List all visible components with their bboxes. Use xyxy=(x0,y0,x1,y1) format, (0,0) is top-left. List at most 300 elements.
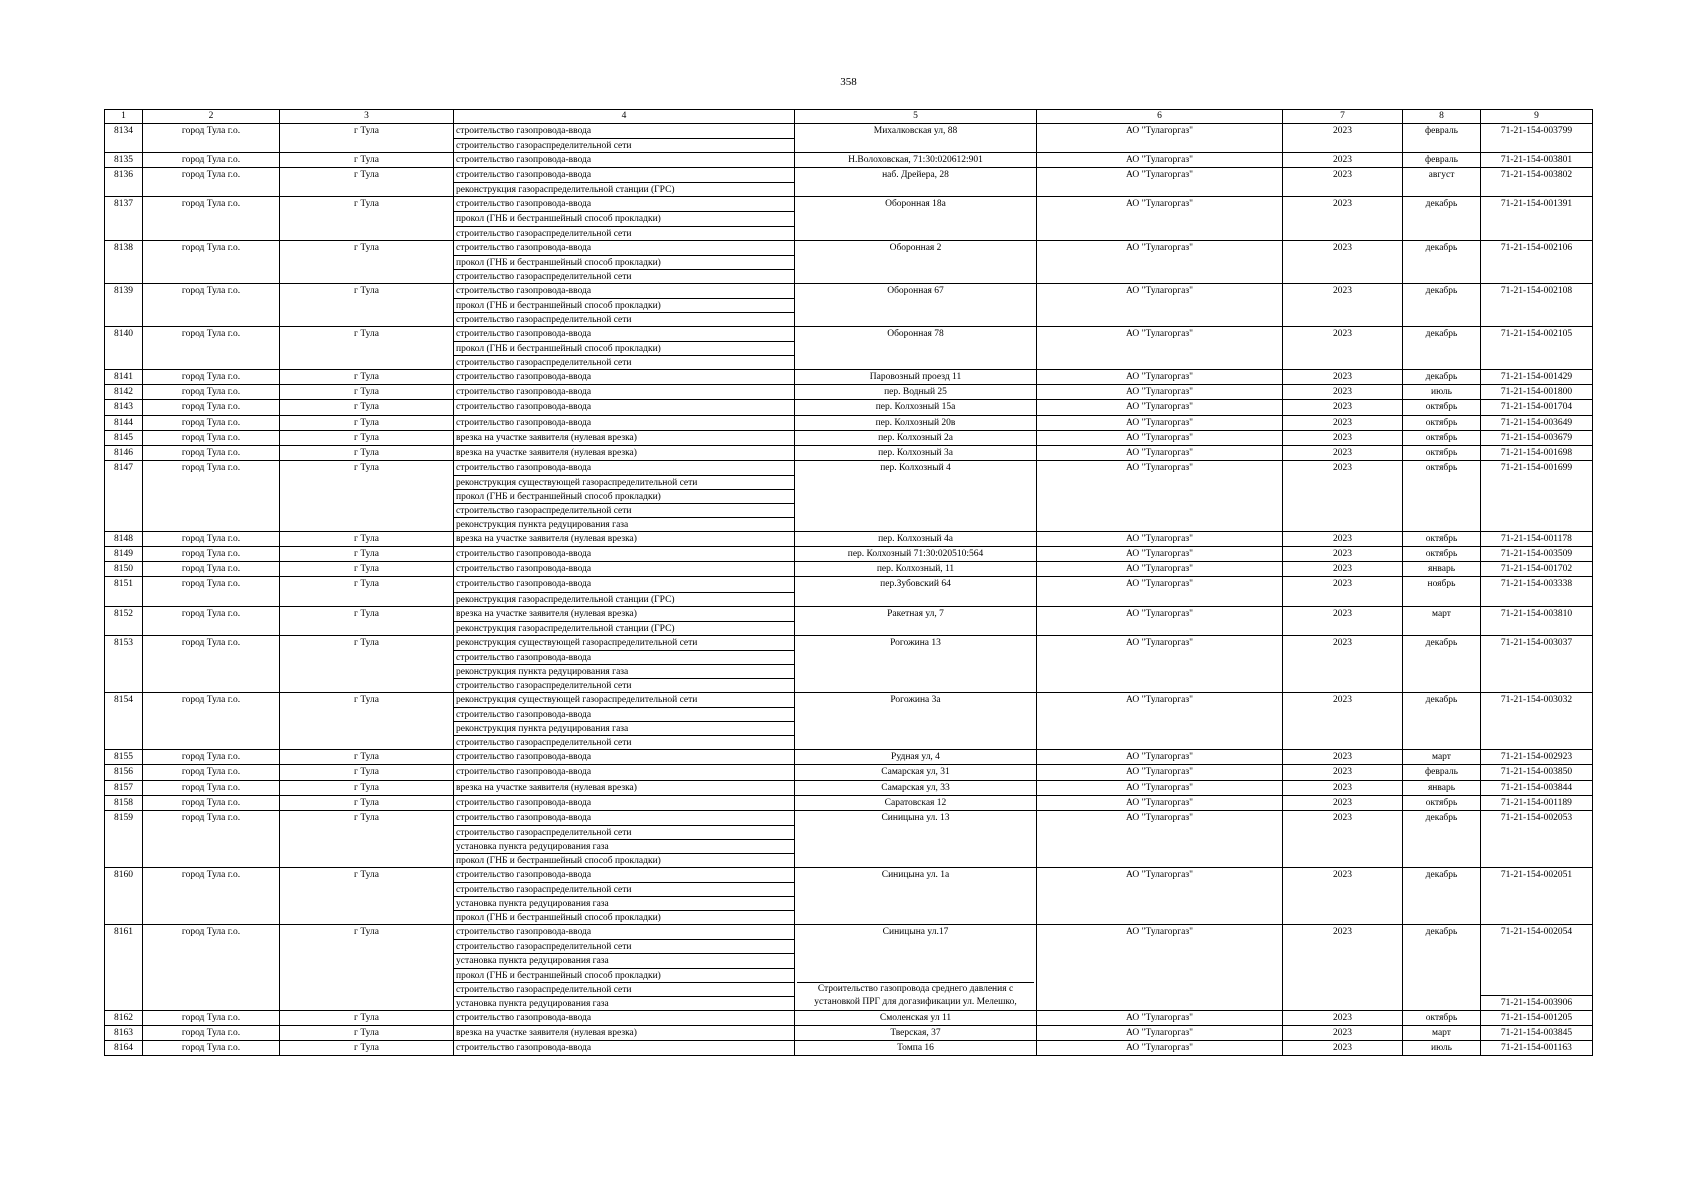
locality-cell: г Тула xyxy=(280,1040,454,1055)
code-text: 71-21-154-002051 xyxy=(1500,869,1573,880)
works-cell xyxy=(454,547,795,562)
code-text: 71-21-154-001704 xyxy=(1500,402,1573,413)
works-cell xyxy=(454,750,795,765)
row-number: 8138 xyxy=(105,240,143,283)
header-cell: 3 xyxy=(280,110,454,124)
locality-cell: г Тула xyxy=(280,197,454,240)
year-cell: 2023 xyxy=(1283,867,1403,924)
work-item: строительство газораспределительной сети xyxy=(454,678,794,692)
address-cell xyxy=(795,562,1037,577)
code-text: 71-21-154-003845 xyxy=(1500,1027,1573,1038)
municipality-cell: город Тула г.о. xyxy=(143,867,280,924)
work-item: прокол (ГНБ и бестраншейный способ прокладки) xyxy=(454,853,794,867)
code-cell xyxy=(1481,415,1593,430)
works-cell xyxy=(454,577,795,606)
locality-cell: г Тула xyxy=(280,240,454,283)
row-number: 8160 xyxy=(105,867,143,924)
address-text: Саратовская 12 xyxy=(884,797,947,808)
municipality-cell: город Тула г.о. xyxy=(143,577,280,606)
row-number: 8157 xyxy=(105,780,143,795)
work-item: строительство газопровода-ввода xyxy=(456,767,592,778)
work-item: реконструкция пункта редуцирования газа xyxy=(454,517,794,531)
locality-cell: г Тула xyxy=(280,635,454,692)
municipality-cell: город Тула г.о. xyxy=(143,400,280,415)
code-text: 71-21-154-003037 xyxy=(1500,637,1573,648)
row-number: 8134 xyxy=(105,124,143,153)
work-item: строительство газопровода-ввода xyxy=(456,797,592,808)
address-text: наб. Дрейера, 28 xyxy=(882,170,949,181)
month-cell: декабрь xyxy=(1403,693,1481,750)
work-item: строительство газопровода-ввода xyxy=(456,126,592,136)
table-row xyxy=(105,750,1593,765)
table-row xyxy=(105,197,1593,240)
address-cell xyxy=(795,283,1037,326)
address-cell xyxy=(795,795,1037,810)
organization-cell: АО "Тулагоргаз" xyxy=(1037,693,1283,750)
work-item: строительство газопровода-ввода xyxy=(456,285,592,296)
organization-cell: АО "Тулагоргаз" xyxy=(1037,153,1283,168)
work-item: строительство газораспределительной сети xyxy=(454,312,794,326)
works-cell xyxy=(454,240,795,283)
month-cell: январь xyxy=(1403,562,1481,577)
year-cell: 2023 xyxy=(1283,925,1403,1010)
code-cell xyxy=(1481,370,1593,385)
month-cell: декабрь xyxy=(1403,370,1481,385)
works-cell xyxy=(454,765,795,780)
work-item: строительство газопровода-ввода xyxy=(456,579,592,590)
address-text: пер. Водный 25 xyxy=(884,387,947,398)
year-cell: 2023 xyxy=(1283,635,1403,692)
month-cell: октябрь xyxy=(1403,795,1481,810)
month-cell: октябрь xyxy=(1403,400,1481,415)
works-cell xyxy=(454,1040,795,1055)
municipality-cell: город Тула г.о. xyxy=(143,327,280,370)
code-text: 71-21-154-001800 xyxy=(1500,387,1573,398)
row-number: 8147 xyxy=(105,460,143,531)
address-cell xyxy=(795,810,1037,867)
table-row xyxy=(105,415,1593,430)
month-cell: декабрь xyxy=(1403,283,1481,326)
address-text: Михалковская ул, 88 xyxy=(873,126,958,136)
header-cell: 6 xyxy=(1037,110,1283,124)
month-cell: декабрь xyxy=(1403,327,1481,370)
month-cell: декабрь xyxy=(1403,867,1481,924)
row-number: 8140 xyxy=(105,327,143,370)
work-item: врезка на участке заявителя (нулевая врезка) xyxy=(456,1027,637,1038)
month-cell: октябрь xyxy=(1403,1010,1481,1025)
year-cell: 2023 xyxy=(1283,327,1403,370)
month-cell: декабрь xyxy=(1403,197,1481,240)
year-cell: 2023 xyxy=(1283,460,1403,531)
works-cell xyxy=(454,385,795,400)
month-cell: февраль xyxy=(1403,124,1481,153)
address-cell xyxy=(795,1025,1037,1040)
work-item: прокол (ГНБ и бестраншейный способ прокладки) xyxy=(454,211,794,225)
year-cell: 2023 xyxy=(1283,124,1403,153)
municipality-cell: город Тула г.о. xyxy=(143,780,280,795)
address-text: Синицына ул. 13 xyxy=(881,812,950,823)
organization-cell: АО "Тулагоргаз" xyxy=(1037,795,1283,810)
locality-cell: г Тула xyxy=(280,415,454,430)
row-number: 8163 xyxy=(105,1025,143,1040)
code-cell xyxy=(1481,635,1593,692)
work-item: врезка на участке заявителя (нулевая врезка) xyxy=(456,534,637,545)
address-cell xyxy=(795,197,1037,240)
row-number: 8154 xyxy=(105,693,143,750)
organization-cell: АО "Тулагоргаз" xyxy=(1037,460,1283,531)
work-item: строительство газораспределительной сети xyxy=(454,735,794,749)
locality-cell: г Тула xyxy=(280,693,454,750)
address-cell xyxy=(795,1010,1037,1025)
organization-cell: АО "Тулагоргаз" xyxy=(1037,385,1283,400)
organization-cell: АО "Тулагоргаз" xyxy=(1037,562,1283,577)
row-number: 8153 xyxy=(105,635,143,692)
month-cell: январь xyxy=(1403,780,1481,795)
organization-cell: АО "Тулагоргаз" xyxy=(1037,168,1283,197)
year-cell: 2023 xyxy=(1283,810,1403,867)
work-item: строительство газопровода-ввода xyxy=(454,707,794,721)
address-text: пер. Колхозный, 11 xyxy=(876,564,955,575)
code-cell xyxy=(1481,445,1593,460)
code-text: 71-21-154-001702 xyxy=(1500,564,1573,575)
locality-cell: г Тула xyxy=(280,370,454,385)
year-cell: 2023 xyxy=(1283,445,1403,460)
work-item: строительство газопровода-ввода xyxy=(456,402,592,413)
municipality-cell: город Тула г.о. xyxy=(143,415,280,430)
month-cell: август xyxy=(1403,168,1481,197)
table-row xyxy=(105,240,1593,283)
work-item: строительство газопровода-ввода xyxy=(456,564,592,575)
address-text: пер. Колхозный 2а xyxy=(878,432,953,443)
code-text: 71-21-154-003802 xyxy=(1500,170,1573,181)
organization-cell: АО "Тулагоргаз" xyxy=(1037,867,1283,924)
month-cell: октябрь xyxy=(1403,532,1481,547)
locality-cell: г Тула xyxy=(280,1010,454,1025)
locality-cell: г Тула xyxy=(280,606,454,635)
address-text: Самарская ул, 33 xyxy=(881,782,950,793)
year-cell: 2023 xyxy=(1283,765,1403,780)
code-cell xyxy=(1481,750,1593,765)
municipality-cell: город Тула г.о. xyxy=(143,370,280,385)
address-cell xyxy=(795,168,1037,197)
address-text: Оборонная 78 xyxy=(887,329,944,340)
organization-cell: АО "Тулагоргаз" xyxy=(1037,197,1283,240)
organization-cell: АО "Тулагоргаз" xyxy=(1037,606,1283,635)
data-table xyxy=(104,109,1593,1056)
work-item: врезка на участке заявителя (нулевая врезка) xyxy=(456,432,637,443)
address-cell xyxy=(795,780,1037,795)
month-cell: октябрь xyxy=(1403,430,1481,445)
work-item: врезка на участке заявителя (нулевая врезка) xyxy=(456,447,637,458)
month-cell: февраль xyxy=(1403,765,1481,780)
header-cell: 9 xyxy=(1481,110,1593,124)
locality-cell: г Тула xyxy=(280,327,454,370)
table-row xyxy=(105,693,1593,750)
address-text: пер. Колхозный 4 xyxy=(880,462,951,473)
year-cell: 2023 xyxy=(1283,240,1403,283)
year-cell: 2023 xyxy=(1283,168,1403,197)
organization-cell: АО "Тулагоргаз" xyxy=(1037,765,1283,780)
municipality-cell: город Тула г.о. xyxy=(143,240,280,283)
municipality-cell: город Тула г.о. xyxy=(143,1010,280,1025)
organization-cell: АО "Тулагоргаз" xyxy=(1037,445,1283,460)
month-cell: март xyxy=(1403,750,1481,765)
code-cell xyxy=(1481,168,1593,197)
work-item: прокол (ГНБ и бестраншейный способ прокладки) xyxy=(454,968,794,982)
address-text: Рудная ул, 4 xyxy=(891,752,940,763)
municipality-cell: город Тула г.о. xyxy=(143,562,280,577)
code-text: 71-21-154-001699 xyxy=(1500,462,1573,473)
address-cell xyxy=(795,765,1037,780)
code-cell xyxy=(1481,810,1593,867)
code-text: 71-21-154-002108 xyxy=(1500,285,1573,296)
municipality-cell: город Тула г.о. xyxy=(143,635,280,692)
works-cell xyxy=(454,867,795,924)
organization-cell: АО "Тулагоргаз" xyxy=(1037,780,1283,795)
works-cell xyxy=(454,810,795,867)
locality-cell: г Тула xyxy=(280,750,454,765)
organization-cell: АО "Тулагоргаз" xyxy=(1037,1010,1283,1025)
code-text: 71-21-154-002054 xyxy=(1500,927,1573,938)
municipality-cell: город Тула г.о. xyxy=(143,430,280,445)
code-cell xyxy=(1481,532,1593,547)
organization-cell: АО "Тулагоргаз" xyxy=(1037,430,1283,445)
work-item: строительство газораспределительной сети xyxy=(454,503,794,517)
locality-cell: г Тула xyxy=(280,153,454,168)
works-cell xyxy=(454,168,795,197)
code-text: 71-21-154-003338 xyxy=(1500,579,1573,590)
code-text: 71-21-154-001189 xyxy=(1501,797,1572,808)
table-row xyxy=(105,867,1593,924)
municipality-cell: город Тула г.о. xyxy=(143,445,280,460)
code-cell xyxy=(1481,385,1593,400)
code-text: 71-21-154-001163 xyxy=(1501,1042,1572,1053)
work-item: строительство газопровода-ввода xyxy=(456,549,592,560)
row-number: 8135 xyxy=(105,153,143,168)
row-number: 8142 xyxy=(105,385,143,400)
code-text: 71-21-154-003649 xyxy=(1500,417,1573,428)
address-text: пер. Колхозный 15а xyxy=(875,402,956,413)
table-row xyxy=(105,532,1593,547)
year-cell: 2023 xyxy=(1283,532,1403,547)
table-row xyxy=(105,153,1593,168)
code-cell xyxy=(1481,240,1593,283)
year-cell: 2023 xyxy=(1283,153,1403,168)
work-item: строительство газораспределительной сети xyxy=(454,882,794,896)
municipality-cell: город Тула г.о. xyxy=(143,1040,280,1055)
municipality-cell: город Тула г.о. xyxy=(143,197,280,240)
locality-cell: г Тула xyxy=(280,925,454,1010)
organization-cell: АО "Тулагоргаз" xyxy=(1037,370,1283,385)
year-cell: 2023 xyxy=(1283,1010,1403,1025)
municipality-cell: город Тула г.о. xyxy=(143,925,280,1010)
address-text: Н.Волоховская, 71:30:020612:901 xyxy=(848,155,983,166)
address-text: Оборонная 2 xyxy=(889,242,942,253)
code-text: 71-21-154-003679 xyxy=(1500,432,1573,443)
organization-cell: АО "Тулагоргаз" xyxy=(1037,124,1283,153)
address-text: пер. Колхозный 3а xyxy=(878,447,953,458)
works-cell xyxy=(454,532,795,547)
work-item: установка пункта редуцирования газа xyxy=(454,996,794,1010)
table-row xyxy=(105,124,1593,153)
organization-cell: АО "Тулагоргаз" xyxy=(1037,532,1283,547)
address-cell xyxy=(795,153,1037,168)
code-cell xyxy=(1481,327,1593,370)
works-cell xyxy=(454,197,795,240)
municipality-cell: город Тула г.о. xyxy=(143,124,280,153)
address-text: Тверская, 37 xyxy=(890,1027,941,1038)
address-cell xyxy=(795,1040,1037,1055)
address-cell xyxy=(795,327,1037,370)
work-item: строительство газопровода-ввода xyxy=(456,417,592,428)
organization-cell: АО "Тулагоргаз" xyxy=(1037,810,1283,867)
work-item: строительство газопровода-ввода xyxy=(456,927,592,938)
table-row xyxy=(105,445,1593,460)
organization-cell: АО "Тулагоргаз" xyxy=(1037,547,1283,562)
year-cell: 2023 xyxy=(1283,370,1403,385)
year-cell: 2023 xyxy=(1283,415,1403,430)
works-cell xyxy=(454,693,795,750)
code-text: 71-21-154-003844 xyxy=(1500,782,1573,793)
row-number: 8136 xyxy=(105,168,143,197)
code-cell xyxy=(1481,867,1593,924)
address-text: Ракетная ул, 7 xyxy=(887,608,944,619)
month-cell: февраль xyxy=(1403,153,1481,168)
table-row xyxy=(105,547,1593,562)
work-item: строительство газораспределительной сети xyxy=(454,138,794,152)
code-cell xyxy=(1481,765,1593,780)
row-number: 8152 xyxy=(105,606,143,635)
code-text: 71-21-154-003801 xyxy=(1500,155,1573,166)
address-cell xyxy=(795,460,1037,531)
address-text: Синицына ул. 1а xyxy=(881,869,950,880)
locality-cell: г Тула xyxy=(280,385,454,400)
works-cell xyxy=(454,370,795,385)
table-row xyxy=(105,1025,1593,1040)
municipality-cell: город Тула г.о. xyxy=(143,750,280,765)
month-cell: декабрь xyxy=(1403,240,1481,283)
work-item: реконструкция газораспределительной станции (ГРС) xyxy=(454,621,794,635)
year-cell: 2023 xyxy=(1283,606,1403,635)
code-cell xyxy=(1481,197,1593,240)
year-cell: 2023 xyxy=(1283,400,1403,415)
organization-cell: АО "Тулагоргаз" xyxy=(1037,635,1283,692)
locality-cell: г Тула xyxy=(280,532,454,547)
code-cell xyxy=(1481,925,1593,1010)
month-cell: октябрь xyxy=(1403,460,1481,531)
organization-cell: АО "Тулагоргаз" xyxy=(1037,750,1283,765)
locality-cell: г Тула xyxy=(280,867,454,924)
locality-cell: г Тула xyxy=(280,400,454,415)
municipality-cell: город Тула г.о. xyxy=(143,532,280,547)
code-cell xyxy=(1481,1040,1593,1055)
organization-cell: АО "Тулагоргаз" xyxy=(1037,1025,1283,1040)
organization-cell: АО "Тулагоргаз" xyxy=(1037,283,1283,326)
work-item: прокол (ГНБ и бестраншейный способ прокладки) xyxy=(454,910,794,924)
code-cell xyxy=(1481,400,1593,415)
table-row xyxy=(105,327,1593,370)
work-item: реконструкция газораспределительной станции (ГРС) xyxy=(454,182,794,196)
table-row xyxy=(105,810,1593,867)
code-cell xyxy=(1481,153,1593,168)
year-cell: 2023 xyxy=(1283,547,1403,562)
header-cell: 4 xyxy=(454,110,795,124)
header-cell: 1 xyxy=(105,110,143,124)
row-number: 8139 xyxy=(105,283,143,326)
year-cell: 2023 xyxy=(1283,1040,1403,1055)
code-text: 71-21-154-001429 xyxy=(1500,372,1573,383)
code-cell xyxy=(1481,606,1593,635)
address-cell xyxy=(795,606,1037,635)
address-cell xyxy=(795,693,1037,750)
address-cell xyxy=(795,547,1037,562)
works-cell xyxy=(454,415,795,430)
work-item: реконструкция пункта редуцирования газа xyxy=(454,664,794,678)
works-cell xyxy=(454,124,795,153)
table-row xyxy=(105,283,1593,326)
month-cell: июль xyxy=(1403,1040,1481,1055)
work-item: реконструкция существующей газораспределительной сети xyxy=(456,637,698,648)
work-item: врезка на участке заявителя (нулевая врезка) xyxy=(456,782,637,793)
work-item: строительство газопровода-ввода xyxy=(456,1012,592,1023)
organization-cell: АО "Тулагоргаз" xyxy=(1037,327,1283,370)
organization-cell: АО "Тулагоргаз" xyxy=(1037,925,1283,1010)
header-row xyxy=(105,110,1593,124)
row-number: 8143 xyxy=(105,400,143,415)
work-item: установка пункта редуцирования газа xyxy=(454,839,794,853)
municipality-cell: город Тула г.о. xyxy=(143,810,280,867)
row-number: 8146 xyxy=(105,445,143,460)
work-item: строительство газораспределительной сети xyxy=(454,269,794,283)
code-extra-text: 71-21-154-003906 xyxy=(1481,995,1592,1010)
table-row xyxy=(105,430,1593,445)
month-cell: октябрь xyxy=(1403,547,1481,562)
municipality-cell: город Тула г.о. xyxy=(143,795,280,810)
work-item: установка пункта редуцирования газа xyxy=(454,953,794,967)
address-cell xyxy=(795,750,1037,765)
code-cell xyxy=(1481,562,1593,577)
address-cell xyxy=(795,577,1037,606)
month-cell: март xyxy=(1403,1025,1481,1040)
table-row xyxy=(105,1040,1593,1055)
work-item: прокол (ГНБ и бестраншейный способ прокладки) xyxy=(454,341,794,355)
row-number: 8148 xyxy=(105,532,143,547)
code-text: 71-21-154-003810 xyxy=(1500,608,1573,619)
works-cell xyxy=(454,153,795,168)
locality-cell: г Тула xyxy=(280,780,454,795)
works-cell xyxy=(454,445,795,460)
address-text: Паровозный проезд 11 xyxy=(869,372,962,383)
works-cell xyxy=(454,795,795,810)
address-text: Смоленская ул 11 xyxy=(879,1012,952,1023)
work-item: строительство газораспределительной сети xyxy=(454,939,794,953)
code-text: 71-21-154-002923 xyxy=(1500,752,1573,763)
address-cell xyxy=(795,532,1037,547)
address-cell xyxy=(795,400,1037,415)
work-item: строительство газопровода-ввода xyxy=(456,329,592,340)
row-number: 8164 xyxy=(105,1040,143,1055)
municipality-cell: город Тула г.о. xyxy=(143,606,280,635)
address-cell xyxy=(795,240,1037,283)
code-cell xyxy=(1481,124,1593,153)
year-cell: 2023 xyxy=(1283,750,1403,765)
locality-cell: г Тула xyxy=(280,168,454,197)
address-cell xyxy=(795,925,1037,1010)
works-cell xyxy=(454,460,795,531)
address-text: Оборонная 67 xyxy=(887,285,944,296)
address-text: пер. Колхозный 20в xyxy=(875,417,956,428)
address-cell xyxy=(795,445,1037,460)
